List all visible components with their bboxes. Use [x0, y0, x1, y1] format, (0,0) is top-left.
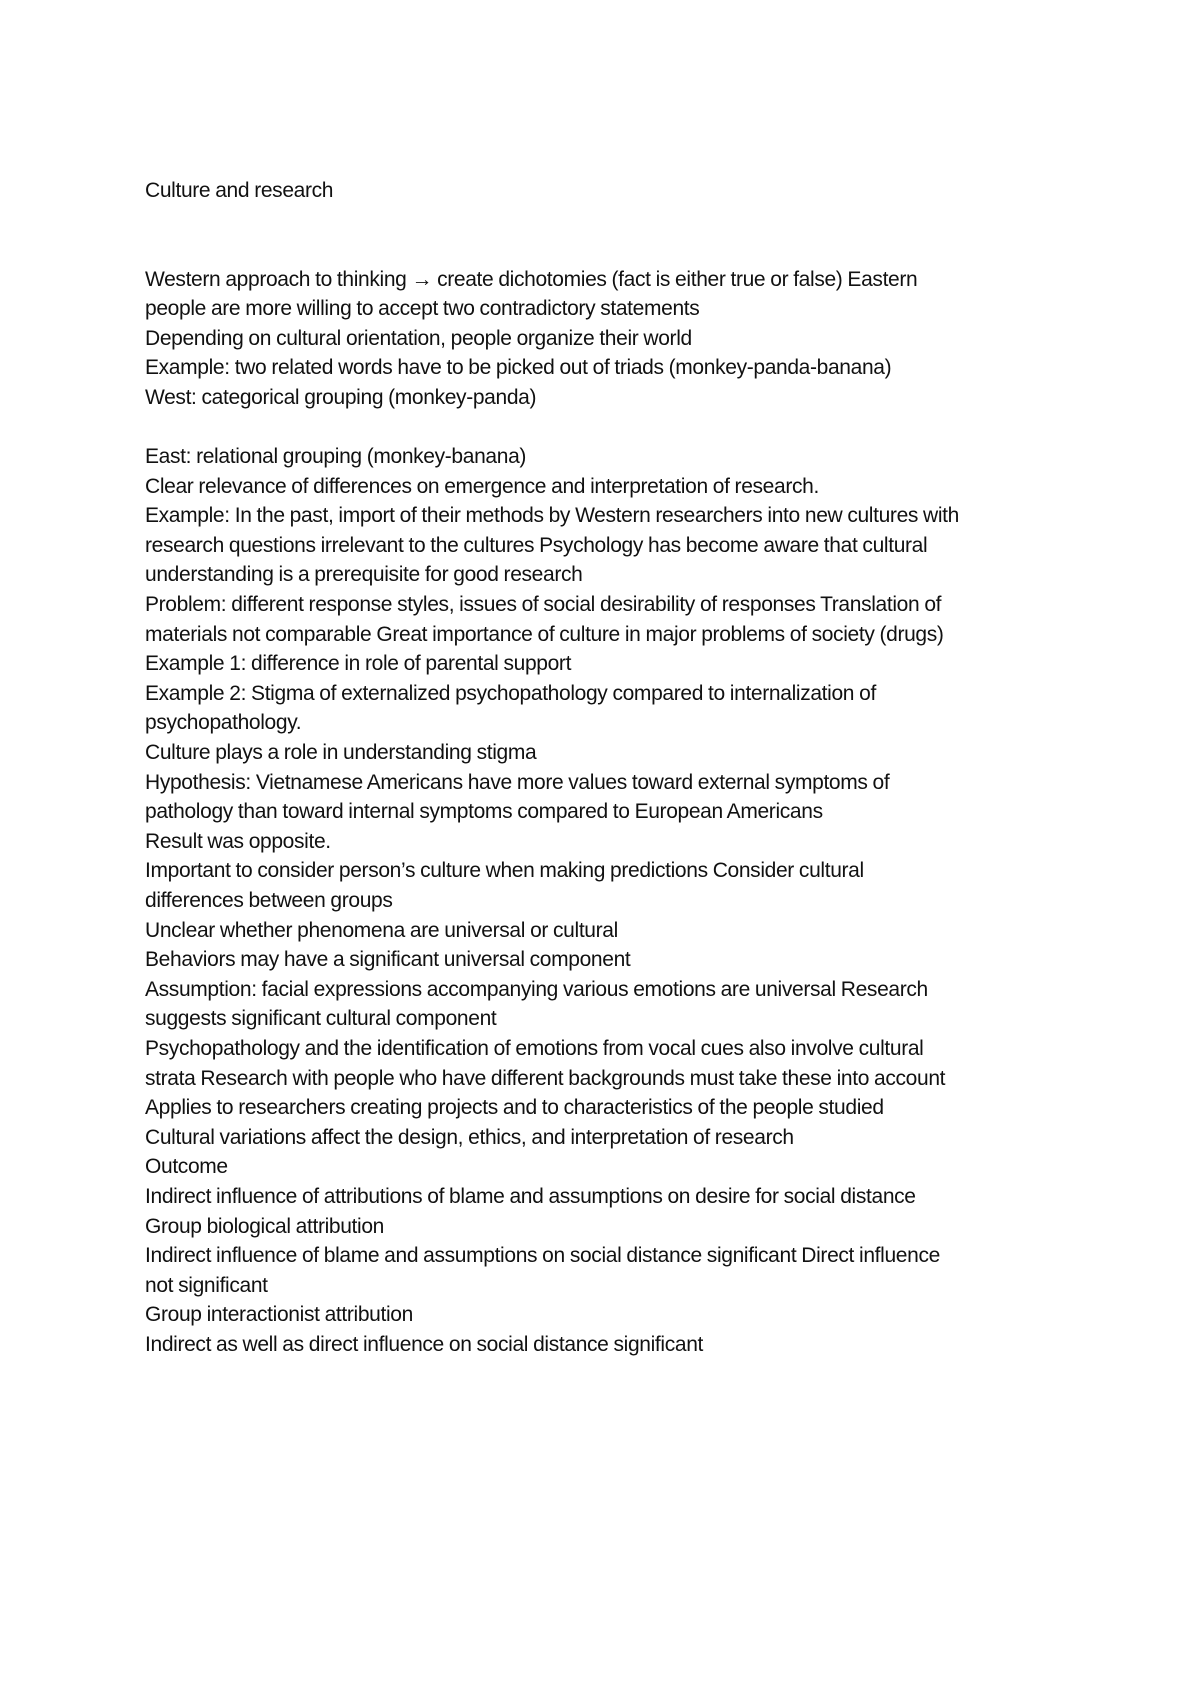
- text-line: not significant: [145, 1273, 268, 1297]
- text-line: Example 2: Stigma of externalized psychopathology compared to internalization of: [145, 681, 876, 705]
- text-line: Unclear whether phenomena are universal or cultural: [145, 918, 618, 942]
- text-line: people are more willing to accept two contradictory statements: [145, 297, 700, 321]
- text-line: Behaviors may have a significant universal component: [145, 948, 631, 972]
- text-line: Hypothesis: Vietnamese Americans have more values toward external symptoms of: [145, 770, 890, 794]
- text-line: Culture plays a role in understanding stigma: [145, 741, 537, 764]
- text-line: Indirect influence of blame and assumptions on social distance significant Direct influence: [145, 1244, 940, 1268]
- text-line: Group biological attribution: [145, 1214, 385, 1238]
- title-spacer: [145, 206, 1080, 265]
- paragraph-spacer: [145, 412, 1080, 442]
- document-title: Culture and research: [145, 179, 334, 202]
- text-line: Outcome: [145, 1155, 228, 1179]
- text-line: Example 1: difference in role of parental support: [145, 652, 572, 676]
- text-line: Depending on cultural orientation, people organize their world: [145, 326, 692, 350]
- document-body: [145, 176, 1080, 1359]
- paragraph-block-one: [145, 265, 1080, 413]
- text-line: strata Research with people who have different backgrounds must take these into account: [145, 1066, 946, 1090]
- paragraph-block-two: [145, 442, 1080, 1359]
- text-line: Indirect as well as direct influence on social distance significant: [145, 1332, 704, 1356]
- text-line: Cultural variations affect the design, ethics, and interpretation of research: [145, 1125, 794, 1149]
- text-line: Problem: different response styles, issues of social desirability of responses Translation of: [145, 593, 942, 617]
- text-line: Assumption: facial expressions accompanying various emotions are universal Research: [145, 977, 928, 1001]
- text-line: psychopathology.: [145, 711, 302, 735]
- text-line: Example: two related words have to be picked out of triads (monkey-panda-banana): [145, 356, 892, 380]
- text-line: Group interactionist attribution: [145, 1303, 413, 1327]
- text-line: differences between groups: [145, 888, 393, 912]
- text-line: materials not comparable Great importance of culture in major problems of society (drugs): [145, 622, 944, 646]
- text-line: Psychopathology and the identification of emotions from vocal cues also involve cultural: [145, 1036, 924, 1060]
- text-line: Example: In the past, import of their methods by Western researchers into new cultures with: [145, 504, 959, 528]
- text-line: Applies to researchers creating projects and to characteristics of the people studied: [145, 1096, 884, 1120]
- text-line: understanding is a prerequisite for good research: [145, 563, 583, 587]
- text-line: Indirect influence of attributions of blame and assumptions on desire for social distance: [145, 1184, 916, 1208]
- text-line: suggests significant cultural component: [145, 1007, 497, 1031]
- text-line: East: relational grouping (monkey-banana): [145, 445, 527, 469]
- text-line: Western approach to thinking → create dichotomies (fact is either true or false) Eastern: [145, 267, 918, 291]
- text-line: West: categorical grouping (monkey-panda): [145, 385, 537, 409]
- text-line: Result was opposite.: [145, 829, 331, 853]
- text-line: pathology than toward internal symptoms compared to European Americans: [145, 800, 823, 824]
- text-line: research questions irrelevant to the cultures Psychology has become aware that cultural: [145, 533, 928, 557]
- text-line: Clear relevance of differences on emergence and interpretation of research.: [145, 474, 819, 498]
- text-line: Important to consider person’s culture when making predictions Consider cultural: [145, 859, 864, 883]
